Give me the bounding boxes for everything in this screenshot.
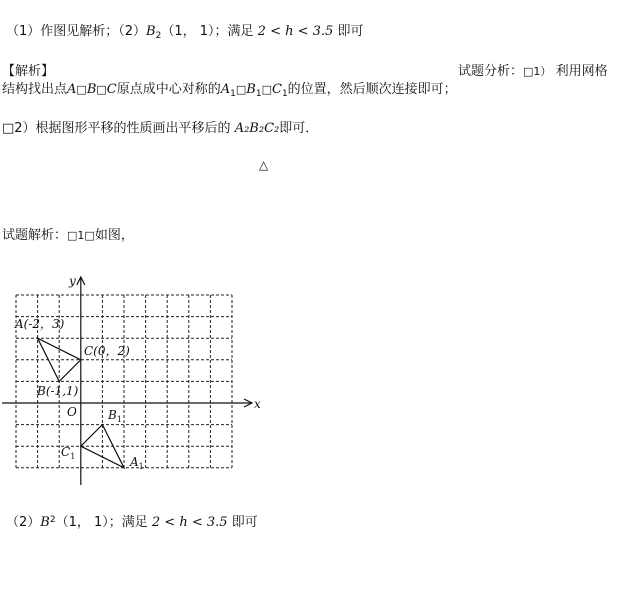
sep: □ <box>235 83 247 96</box>
line2-text-a: 结构找出点 <box>2 82 68 97</box>
coordinate-figure <box>0 265 270 485</box>
point-b: B <box>86 82 97 97</box>
line2-text-b: 原点成中心对称的 <box>116 82 221 97</box>
solution-line <box>2 228 134 244</box>
answer2-part1: （2） <box>6 515 41 530</box>
sep: □ <box>96 83 107 96</box>
sep: □ <box>76 83 87 96</box>
point-a1: A <box>220 82 231 97</box>
label-a: A(-2，3) <box>15 317 65 331</box>
answer-coord: （1， 1）；满足 <box>161 24 254 39</box>
sub1: 1 <box>230 89 236 99</box>
answer-tail: 即可 <box>337 24 364 39</box>
line2-text-c: 的位置，然后顺次连接即可； <box>287 82 457 97</box>
point-b1: B <box>246 82 256 97</box>
analysis-label: 试题分析： <box>458 64 524 79</box>
answer-line <box>6 24 363 44</box>
triangle-abc <box>38 338 81 381</box>
triangle-a2b2c2: A₂B₂C₂ <box>234 121 280 136</box>
label-b1: $B_1$ <box>108 408 122 424</box>
analysis-heading: 【解析】 <box>2 64 55 79</box>
label-c: C(0，2) <box>84 344 130 358</box>
answer2-inequality: 2 < h < 3.5 <box>151 515 228 530</box>
x-axis-label: x <box>254 397 261 411</box>
analysis-line-3 <box>2 121 318 137</box>
answer-part1: （1）作图见解析；（2） <box>6 24 147 39</box>
point-c1: C <box>271 82 282 97</box>
point-c: C <box>106 82 117 97</box>
sub1: 1 <box>255 89 262 99</box>
analysis-right-head <box>458 64 608 80</box>
analysis-right-tail: 利用网格 <box>555 64 608 79</box>
answer2-tail: 即可 <box>231 515 258 530</box>
triangle-mark: △ <box>259 158 269 172</box>
label-a1: $A_1$ <box>130 455 144 471</box>
sub1: 1 <box>281 89 288 99</box>
step1-box: □1） <box>523 65 552 78</box>
label-b: B(-1,1) <box>37 384 79 398</box>
answer2-line <box>6 512 258 531</box>
line3-text-a: □2）根据图形平移的性质画出平移后的 <box>2 121 231 136</box>
origin-label: O <box>67 405 77 419</box>
answer-inequality: 2 < h < 3.5 <box>257 24 334 39</box>
b2-sub: 2 <box>155 31 162 41</box>
answer2-b2-sup: 2 <box>49 515 56 525</box>
b2-letter: B <box>146 24 156 39</box>
answer2-coord: （1， 1）；满足 <box>55 515 148 530</box>
line3-text-b: 即可． <box>279 121 319 136</box>
sep: □ <box>261 83 272 96</box>
solution-label: 试题解析： <box>2 228 68 243</box>
y-axis-label: y <box>69 274 76 288</box>
point-a: A <box>67 82 77 97</box>
solution-tail: 如图， <box>94 228 134 243</box>
label-c1: $C_1$ <box>61 445 76 461</box>
solution-box: □1□ <box>67 229 95 242</box>
analysis-line-2 <box>2 82 457 102</box>
answer2-b2-letter: B <box>40 515 50 530</box>
